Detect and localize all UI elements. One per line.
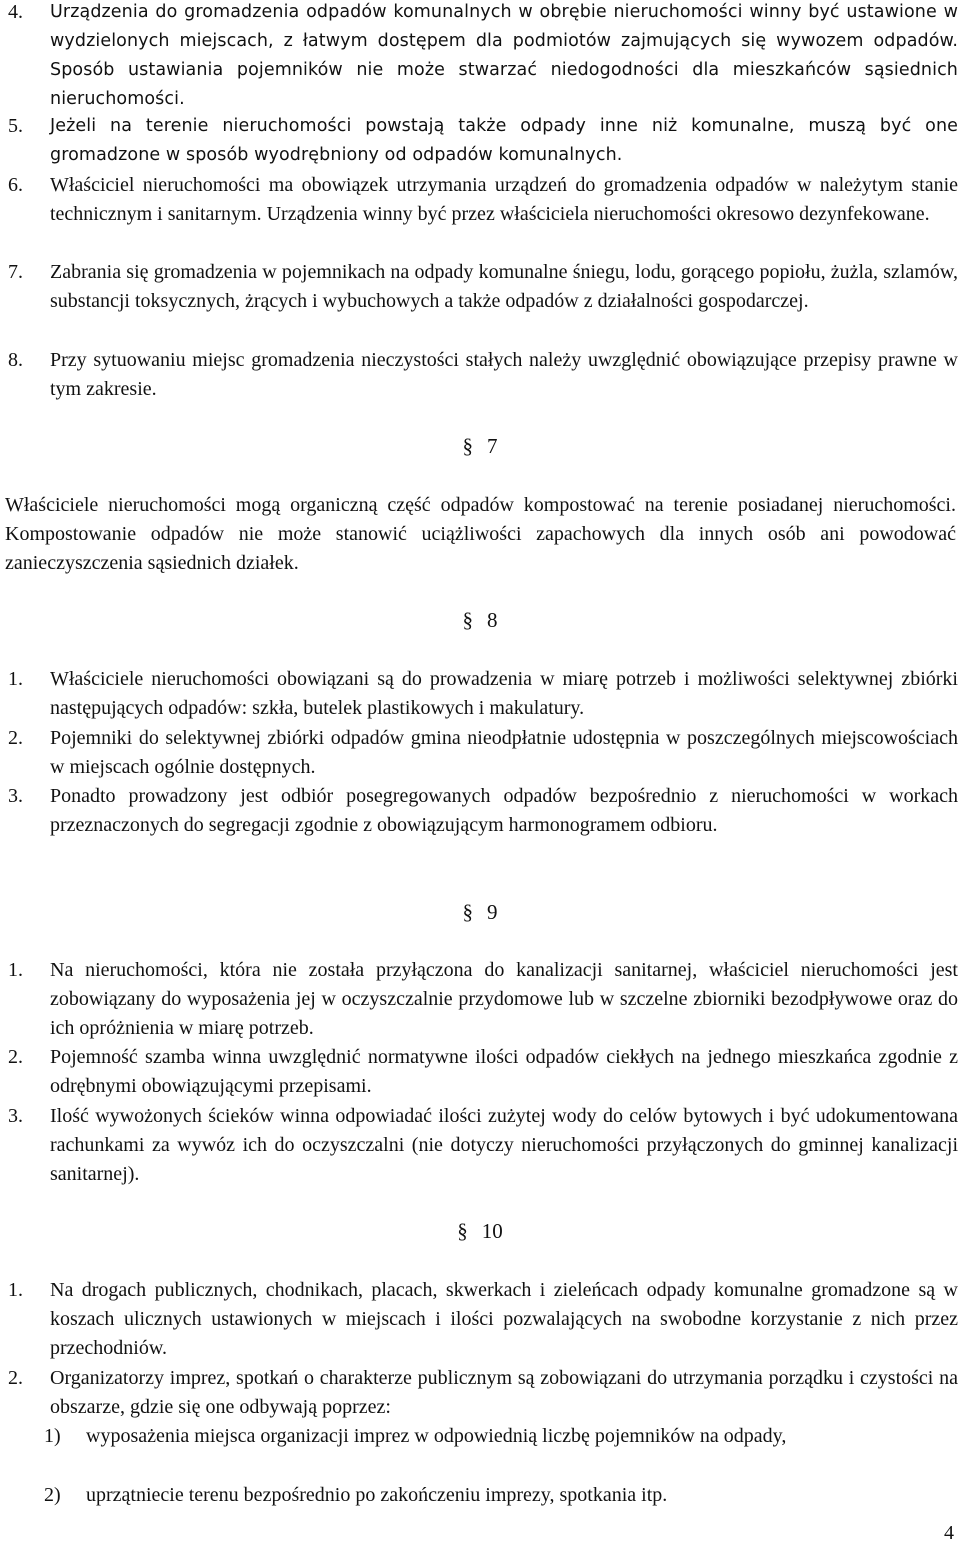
list-item [8, 665, 958, 723]
section-number: 8 [487, 608, 498, 632]
item-text: Ponadto prowadzony jest odbiór posegregowanych odpadów bezpośrednio z nieruchomości w workach przeznaczonych do segregacji zgodnie z obowiązującym harmonogramem odbioru. [50, 785, 958, 836]
item-number: 8. [8, 349, 23, 371]
item-number: 3. [8, 1105, 23, 1127]
item-number: 2. [8, 727, 23, 749]
item-text: Jeżeli na terenie nieruchomości powstają także odpady inne niż komunalne, muszą być one gromadzone w sposób wyodrębniony od odpadów komunalnych. [50, 116, 958, 165]
item-number: 7. [8, 261, 23, 283]
list-item [8, 1102, 958, 1189]
paragraph-symbol: § [462, 608, 473, 632]
item-text: Pojemność szamba winna uwzględnić normatywne ilości odpadów ciekłych na jednego mieszkańca zgodnie z odrębnymi obowiązującymi przepisami. [50, 1046, 958, 1097]
sub-item-number: 1) [44, 1425, 61, 1447]
section-heading-8 [0, 606, 960, 635]
list-item-7 [8, 258, 958, 316]
section-heading-9 [0, 898, 960, 927]
paragraph-symbol: § [457, 1219, 468, 1243]
item-number: 2. [8, 1046, 23, 1068]
section-7-text: Właściciele nieruchomości mogą organiczną część odpadów kompostować na terenie posiadanej nieruchomości. Kompostowanie odpadów nie może stanowić uciążliwości zapachowych dla innych osób ani powodować zanieczyszczenia sąsiednich działek. [5, 494, 956, 574]
item-text: Urządzenia do gromadzenia odpadów komunalnych w obrębie nieruchomości winny być ustawione w wydzielonych miejscach, z łatwym dostępem dla podmiotów zajmujących się wywozem odpadów. Sposób ustawiania pojemników nie może stwarzać niedogodności dla mieszkańców sąsiednich nieruchomości. [50, 2, 958, 109]
item-text: Przy sytuowaniu miejsc gromadzenia nieczystości stałych należy uwzględnić obowiązujące przepisy prawne w tym zakresie. [50, 349, 958, 400]
item-number: 2. [8, 1367, 23, 1389]
paragraph-symbol: § [462, 434, 473, 458]
item-text: Pojemniki do selektywnej zbiórki odpadów gmina nieodpłatnie udostępnia w poszczególnych miejscowościach w miejscach ogólnie dostępnych. [50, 727, 958, 778]
page-number: 4 [944, 1522, 954, 1544]
section-heading-7 [0, 432, 960, 461]
list-item [8, 1364, 958, 1422]
item-text: Ilość wywożonych ścieków winna odpowiadać ilości zużytej wody do celów bytowych i być udokumentowana rachunkami za wywóz ich do oczyszczalni (nie dotyczy nieruchomości przyłączonych do gminnej kanalizacji sanitarnej). [50, 1105, 958, 1185]
item-text: Organizatorzy imprez, spotkań o charakterze publicznym są zobowiązani do utrzymania porządku i czystości na obszarze, gdzie się one odbywają poprzez: [50, 1367, 958, 1418]
list-item [8, 1043, 958, 1101]
sub-item-number: 2) [44, 1484, 61, 1506]
item-text: Na drogach publicznych, chodnikach, placach, skwerkach i zieleńcach odpady komunalne gromadzone są w koszach ulicznych ustawionych w miejscach i ilości pozwalających na swobodne korzystanie z nich przez przechodniów. [50, 1279, 958, 1359]
list-item-5 [8, 112, 958, 170]
item-number: 6. [8, 174, 23, 196]
section-number: 10 [481, 1219, 503, 1243]
list-item [8, 1276, 958, 1363]
sub-item-text: wyposażenia miejsca organizacji imprez w odpowiednią liczbę pojemników na odpady, [86, 1425, 787, 1447]
item-text: Na nieruchomości, która nie została przyłączona do kanalizacji sanitarnej, właściciel nieruchomości jest zobowiązany do wyposażenia jej w oczyszczalnie przydomowe lub w szczelne zbiorniki bezodpływowe oraz do ich opróżnienia w miarę potrzeb. [50, 959, 958, 1039]
section-heading-10 [0, 1217, 960, 1246]
item-number: 3. [8, 785, 23, 807]
section-number: 7 [487, 434, 498, 458]
item-number: 4. [8, 1, 23, 23]
section-number: 9 [487, 900, 498, 924]
item-text: Właściciele nieruchomości obowiązani są do prowadzenia w miarę potrzeb i możliwości selektywnej zbiórki następujących odpadów: szkła, butelek plastikowych i makulatury. [50, 668, 958, 719]
list-item [8, 956, 958, 1043]
sub-list-item [44, 1422, 958, 1451]
item-number: 1. [8, 959, 23, 981]
list-item-6 [8, 171, 958, 229]
list-item-8 [8, 346, 958, 404]
item-text: Zabrania się gromadzenia w pojemnikach na odpady komunalne śniegu, lodu, gorącego popiołu, żużla, szlamów, substancji toksycznych, żrących i wybuchowych a także odpadów z działalności gospodarczej. [50, 261, 958, 312]
list-item [8, 782, 958, 840]
item-number: 1. [8, 1279, 23, 1301]
paragraph-symbol: § [462, 900, 473, 924]
list-item [8, 724, 958, 782]
item-number: 5. [8, 115, 23, 137]
sub-item-text: uprzątniecie terenu bezpośrednio po zakończeniu imprezy, spotkania itp. [86, 1484, 668, 1506]
item-text: Właściciel nieruchomości ma obowiązek utrzymania urządzeń do gromadzenia odpadów w należytym stanie technicznym i sanitarnym. Urządzenia winny być przez właściciela nieruchomości okresowo dezynfekowane. [50, 174, 958, 225]
list-item-4 [8, 0, 958, 114]
item-number: 1. [8, 668, 23, 690]
sub-list-item [44, 1481, 958, 1510]
